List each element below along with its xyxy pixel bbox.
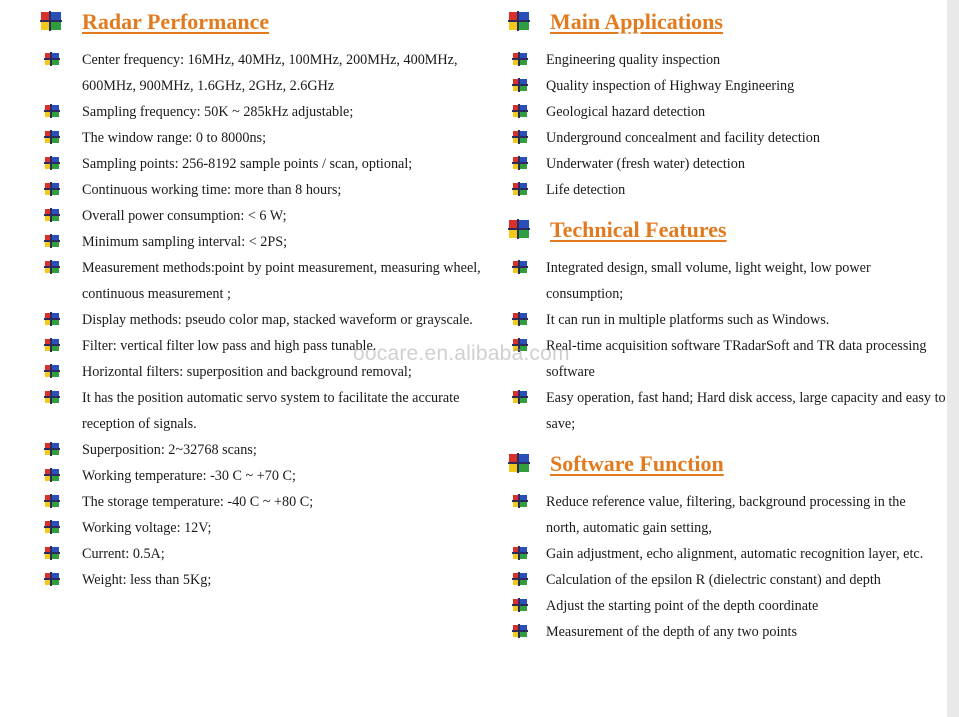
main-applications-heading (508, 7, 723, 37)
list-item-text: It has the position automatic servo system to facilitate the accurate reception of signals. (82, 390, 460, 432)
main-applications-title: Main Applications (550, 9, 723, 34)
flag-bullet-icon (44, 468, 60, 482)
technical-features-heading (508, 215, 727, 245)
flag-bullet-icon (512, 182, 528, 196)
flag-bullet-icon (44, 312, 60, 326)
list-item-text: Quality inspection of Highway Engineering (546, 78, 795, 94)
flag-bullet-icon (44, 364, 60, 378)
list-item-text: Geological hazard detection (546, 104, 706, 120)
flag-bullet-icon (512, 78, 528, 92)
flag-bullet-icon (512, 130, 528, 144)
list-item-text: Display methods: pseudo color map, stacked waveform or grayscale. (82, 312, 473, 328)
radar-performance-heading (40, 7, 269, 37)
software-function-heading (508, 449, 724, 479)
flag-bullet-icon (508, 453, 532, 475)
flag-bullet-icon (512, 104, 528, 118)
list-item-text: Superposition: 2~32768 scans; (82, 442, 257, 458)
list-item-text: Sampling frequency: 50K ~ 285kHz adjustable; (82, 104, 354, 120)
flag-bullet-icon (44, 494, 60, 508)
list-item-text: Current: 0.5A; (82, 546, 165, 562)
flag-bullet-icon (44, 260, 60, 274)
technical-features-title: Technical Features (550, 217, 727, 242)
flag-bullet-icon (44, 520, 60, 534)
list-item-text: Working temperature: -30 C ~ +70 C; (82, 468, 296, 484)
list-item-text: Integrated design, small volume, light weight, low power consumption; (546, 260, 871, 302)
list-item-text: Measurement methods:point by point measurement, measuring wheel, continuous measurement ; (82, 260, 481, 302)
list-item-text: Life detection (546, 182, 626, 198)
flag-bullet-icon (44, 338, 60, 352)
flag-bullet-icon (512, 546, 528, 560)
list-item-text: Underground concealment and facility detection (546, 130, 820, 146)
list-item-text: Continuous working time: more than 8 hours; (82, 182, 342, 198)
flag-bullet-icon (512, 312, 528, 326)
flag-bullet-icon (44, 156, 60, 170)
flag-bullet-icon (40, 11, 64, 33)
flag-bullet-icon (512, 156, 528, 170)
list-item-text: Engineering quality inspection (546, 52, 721, 68)
flag-bullet-icon (44, 208, 60, 222)
list-item-text: The storage temperature: -40 C ~ +80 C; (82, 494, 314, 510)
flag-bullet-icon (44, 442, 60, 456)
flag-bullet-icon (512, 572, 528, 586)
flag-bullet-icon (44, 234, 60, 248)
flag-bullet-icon (512, 624, 528, 638)
flag-bullet-icon (44, 130, 60, 144)
flag-bullet-icon (512, 494, 528, 508)
list-item-text: Overall power consumption: < 6 W; (82, 208, 287, 224)
list-item-text: Weight: less than 5Kg; (82, 572, 212, 588)
flag-bullet-icon (44, 182, 60, 196)
radar-performance-title: Radar Performance (82, 9, 270, 34)
flag-bullet-icon (512, 260, 528, 274)
list-item-text: Adjust the starting point of the depth coordinate (546, 598, 819, 614)
list-item-text: Working voltage: 12V; (82, 520, 212, 536)
list-item-text: It can run in multiple platforms such as Windows. (546, 312, 830, 328)
list-item-text: Filter: vertical filter low pass and high pass tunable. (82, 338, 377, 354)
flag-bullet-icon (508, 11, 532, 33)
flag-bullet-icon (508, 219, 532, 241)
list-item-text: Gain adjustment, echo alignment, automatic recognition layer, etc. (546, 546, 924, 562)
flag-bullet-icon (44, 104, 60, 118)
flag-bullet-icon (512, 390, 528, 404)
software-function-title: Software Function (550, 451, 724, 476)
flag-bullet-icon (44, 546, 60, 560)
flag-bullet-icon (44, 52, 60, 66)
flag-bullet-icon (512, 598, 528, 612)
flag-bullet-icon (44, 572, 60, 586)
list-item-text: Sampling points: 256-8192 sample points / scan, optional; (82, 156, 413, 172)
list-item-text: Center frequency: 16MHz, 40MHz, 100MHz, 200MHz, 400MHz, 600MHz, 900MHz, 1.6GHz, 2GHz, 2.6GHz (82, 52, 458, 94)
watermark: oocare.en.alibaba.com (353, 342, 570, 365)
list-item-text: Real-time acquisition software TRadarSoft and TR data processing software (546, 338, 927, 380)
list-item-text: Measurement of the depth of any two points (546, 624, 797, 640)
list-item-text: Underwater (fresh water) detection (546, 156, 745, 172)
flag-bullet-icon (512, 52, 528, 66)
list-item-text: Calculation of the epsilon R (dielectric constant) and depth (546, 572, 881, 588)
list-item-text: The window range: 0 to 8000ns; (82, 130, 267, 146)
list-item-text: Reduce reference value, filtering, background processing in the north, automatic gain setting, (546, 494, 906, 536)
flag-bullet-icon (44, 390, 60, 404)
list-item-text: Easy operation, fast hand; Hard disk access, large capacity and easy to save; (546, 390, 946, 432)
list-item-text: Horizontal filters: superposition and background removal; (82, 364, 412, 380)
list-item-text: Minimum sampling interval: < 2PS; (82, 234, 288, 250)
